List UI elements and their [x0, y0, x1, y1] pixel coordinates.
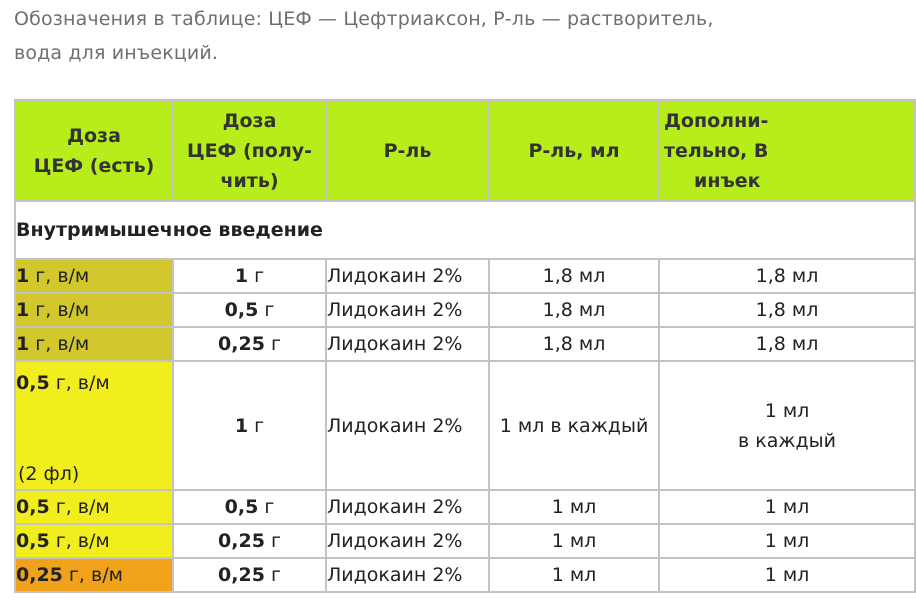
solvent-cell: Лидокаин 2%: [326, 361, 489, 490]
section-row: [15, 201, 915, 259]
dose-have-value: 1: [16, 299, 30, 321]
additional-value: 1 мл: [764, 496, 810, 518]
table-row: [15, 361, 915, 490]
dose-get-unit: г: [258, 496, 275, 518]
table-row: [15, 490, 915, 524]
dose-get-cell: [173, 293, 326, 327]
dose-get-value: 0,25: [218, 564, 265, 586]
dose-get-unit: г: [264, 564, 281, 586]
header-dose-get-line3: чить): [220, 169, 279, 192]
dose-have-unit: г, в/м: [62, 564, 123, 586]
dose-have-value: 0,25: [16, 564, 63, 586]
header-solvent-ml-label: Р-ль, мл: [528, 139, 620, 162]
dose-get-unit: г: [248, 265, 265, 287]
dose-have-cell: [15, 259, 173, 293]
solvent-ml-cell: 1 мл: [489, 558, 659, 592]
additional-cell: [659, 558, 915, 592]
header-solvent-ml: [489, 100, 659, 201]
dose-have-cell: [15, 361, 173, 490]
dose-get-cell: [173, 490, 326, 524]
dose-get-value: 0,5: [224, 299, 259, 321]
dose-have-value: 0,5: [16, 530, 50, 552]
header-additional-line1: Дополни-: [664, 109, 769, 132]
dose-get-value: 1: [234, 265, 249, 287]
solvent-cell: Лидокаин 2%: [326, 259, 489, 293]
dose-get-value: 0,25: [218, 333, 265, 355]
dose-get-cell: [173, 327, 326, 361]
dose-have-unit: г, в/м: [29, 265, 90, 287]
dose-have-cell: [15, 293, 173, 327]
dose-have-unit: г, в/м: [29, 299, 90, 321]
dose-have-cell: [15, 327, 173, 361]
additional-value: 1,8 мл: [755, 299, 819, 321]
header-solvent-label: Р-ль: [383, 139, 432, 162]
solvent-cell: Лидокаин 2%: [326, 327, 489, 361]
dose-have-cell: [15, 558, 173, 592]
dose-get-unit: г: [264, 530, 281, 552]
dose-have-cell: [15, 524, 173, 558]
dose-get-unit: г: [258, 299, 275, 321]
header-additional-line2: тельно, В: [664, 139, 769, 162]
table-row: [15, 524, 915, 558]
solvent-ml-cell: 1,8 мл: [489, 327, 659, 361]
dose-have-value: 1: [16, 333, 30, 355]
solvent-cell: Лидокаин 2%: [326, 524, 489, 558]
additional-value: 1 мл: [764, 530, 810, 552]
solvent-ml-cell: 1,8 мл: [489, 293, 659, 327]
additional-cell: [659, 490, 915, 524]
section-title: Внутримышечное введение: [15, 201, 915, 259]
header-additional: [659, 100, 915, 201]
header-dose-get: [173, 100, 326, 201]
additional-note: в каждый: [738, 429, 836, 452]
additional-value: 1 мл: [764, 564, 810, 586]
dose-get-cell: [173, 361, 326, 490]
dose-have-value: 0,5: [16, 372, 50, 394]
additional-cell: [659, 259, 915, 293]
solvent-ml-cell: 1 мл: [489, 490, 659, 524]
additional-value: 1,8 мл: [755, 265, 819, 287]
additional-cell: [659, 293, 915, 327]
header-row: [15, 100, 915, 201]
dose-have-note: (2 фл): [18, 463, 80, 485]
additional-cell: [659, 361, 915, 490]
solvent-ml-cell: 1,8 мл: [489, 259, 659, 293]
dose-have-value: 1: [16, 265, 30, 287]
dose-get-value: 0,5: [224, 496, 259, 518]
additional-cell: [659, 327, 915, 361]
dose-have-unit: г, в/м: [49, 372, 110, 394]
dose-get-unit: г: [264, 333, 281, 355]
table-row: [15, 327, 915, 361]
solvent-cell: Лидокаин 2%: [326, 558, 489, 592]
dose-get-value: 1: [234, 414, 249, 437]
dosage-table: [14, 99, 916, 593]
dose-get-cell: [173, 524, 326, 558]
header-solvent: [326, 100, 489, 201]
dose-get-cell: [173, 558, 326, 592]
intro-line-2: вода для инъекций.: [14, 42, 219, 64]
solvent-cell: Лидокаин 2%: [326, 293, 489, 327]
solvent-cell: Лидокаин 2%: [326, 490, 489, 524]
dose-have-value: 0,5: [16, 496, 50, 518]
dose-get-unit: г: [248, 414, 265, 437]
table-row: [15, 259, 915, 293]
table-row: [15, 293, 915, 327]
dose-get-cell: [173, 259, 326, 293]
header-dose-have-line1: Доза: [67, 124, 121, 147]
dose-get-value: 0,25: [218, 530, 265, 552]
dose-have-unit: г, в/м: [29, 333, 90, 355]
solvent-ml-cell: 1 мл: [489, 524, 659, 558]
header-dose-get-line1: Доза: [222, 109, 277, 132]
dose-have-cell: [15, 490, 173, 524]
intro-text: [14, 2, 874, 70]
solvent-ml-cell: 1 мл в каждый: [489, 361, 659, 490]
header-dose-have: [15, 100, 173, 201]
additional-value: 1,8 мл: [755, 333, 819, 355]
dose-have-unit: г, в/м: [49, 530, 110, 552]
table-row: [15, 558, 915, 592]
additional-cell: [659, 524, 915, 558]
additional-value: 1 мл: [764, 399, 810, 422]
intro-line-1: Обозначения в таблице: ЦЕФ — Цефтриаксон, Р-ль — растворитель,: [14, 8, 714, 30]
header-dose-have-line2: ЦЕФ (есть): [33, 154, 155, 177]
dose-have-unit: г, в/м: [49, 496, 110, 518]
header-additional-line3: инъек: [694, 169, 761, 192]
header-dose-get-line2: ЦЕФ (полу-: [186, 139, 313, 162]
